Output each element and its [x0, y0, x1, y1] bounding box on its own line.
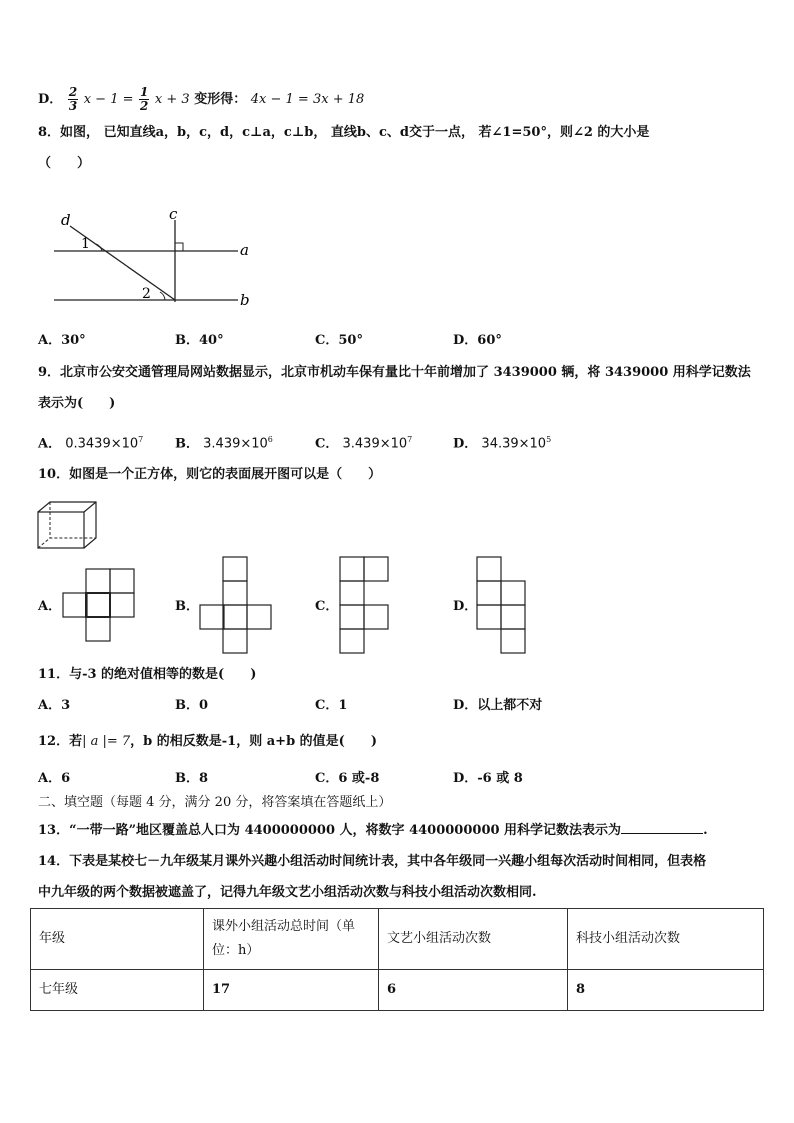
q10-option-b[interactable]: B． — [175, 599, 199, 614]
activity-table — [30, 908, 764, 1011]
q8-option-b[interactable]: B．40° — [175, 333, 224, 348]
q7-d-tail: x + 3 — [154, 92, 190, 107]
right-angle-mark — [175, 243, 183, 251]
table-header-row — [31, 909, 764, 970]
label-c: c — [169, 208, 178, 223]
label-angle-1: 1 — [81, 236, 90, 252]
q8-stem: 8．如图， 已知直线a，b，c，d，c⊥a，c⊥b， 直线b、c、d交于一点， 若∠1=50°，则∠2 的大小是 — [38, 125, 650, 140]
net-d[interactable] — [476, 556, 528, 656]
q10-option-c[interactable]: C． — [315, 599, 339, 614]
q9-option-a[interactable]: A． $0.3439\times 10^7$ — [38, 435, 144, 452]
q7-d-label: D． — [38, 92, 63, 107]
q12-option-d[interactable]: D．-6 或 8 — [453, 771, 523, 786]
table-row — [31, 970, 764, 1011]
q8-option-c[interactable]: C．50° — [315, 333, 363, 348]
q11-option-d[interactable]: D．以上都不对 — [453, 698, 543, 713]
q9-option-d[interactable]: D． $34.39\times 10^5$ — [453, 435, 552, 452]
header-total-time: 课外小组活动总时间（单 位：h） — [204, 909, 379, 970]
label-a: a — [240, 241, 249, 259]
net-b[interactable] — [199, 556, 275, 656]
q11-option-b[interactable]: B．0 — [175, 698, 209, 713]
q7-fraction-1: $\frac{2}{3}$ — [68, 85, 78, 113]
q9-stem-2: 表示为( ) — [38, 396, 116, 411]
q7-option-d — [38, 86, 364, 113]
cell-grade: 七年级 — [31, 970, 204, 1011]
q8-figure — [50, 208, 260, 308]
header-art-count: 文艺小组活动次数 — [379, 909, 568, 970]
q8-option-d[interactable]: D．60° — [453, 333, 502, 348]
q9-option-b[interactable]: B． $3.439\times 10^6$ — [175, 435, 273, 452]
label-d: d — [61, 211, 71, 229]
section-heading: 二、填空题（每题 4 分，满分 20 分，将答案填在答题纸上） — [38, 795, 392, 810]
q9-option-c[interactable]: C． $3.439\times 10^7$ — [315, 435, 413, 452]
header-tech-count: 科技小组活动次数 — [568, 909, 764, 970]
q9-stem: 9．北京市公安交通管理局网站数据显示，北京市机动车保有量比十年前增加了 3439000 辆，将 3439000 用科学记数法 — [38, 365, 751, 380]
q11-stem: 11．与-3 的绝对值相等的数是( ) — [38, 667, 257, 682]
header-grade: 年级 — [31, 909, 204, 970]
q14-stem-2: 中九年级的两个数据被遮盖了，记得九年级文艺小组活动次数与科技小组活动次数相同. — [38, 885, 537, 900]
q14-stem: 14．下表是某校七－九年级某月课外兴趣小组活动时间统计表，其中各年级同一兴趣小组每次活动时间相同，但表格 — [38, 854, 707, 869]
q12-option-c[interactable]: C．6 或-8 — [315, 771, 380, 786]
net-a[interactable] — [62, 568, 138, 644]
q12-option-b[interactable]: B．8 — [175, 771, 209, 786]
q7-d-result: 4x − 1 = 3x + 18 — [250, 92, 365, 107]
cube-figure — [36, 500, 100, 552]
q7-d-mid: x − 1 = — [83, 92, 134, 107]
cell-total-time: 17 — [204, 970, 379, 1011]
q13-stem: 13．“一带一路”地区覆盖总人口为 4400000000 人，将数字 4400000000 用科学记数法表示为 . — [38, 823, 708, 838]
q7-fraction-2: $\frac{1}{2}$ — [140, 85, 149, 113]
q12-stem: 12．若| a |= 7，b 的相反数是-1，则 a+b 的值是( ) — [38, 734, 377, 749]
net-c[interactable] — [339, 556, 391, 656]
cell-tech-count: 8 — [568, 970, 764, 1011]
q11-option-a[interactable]: A．3 — [38, 698, 71, 713]
cell-art-count: 6 — [379, 970, 568, 1011]
q8-blank: （ ） — [38, 156, 91, 171]
label-angle-2: 2 — [142, 286, 151, 302]
label-b: b — [240, 291, 250, 308]
q10-option-d[interactable]: D． — [453, 599, 478, 614]
q10-stem: 10．如图是一个正方体，则它的表面展开图可以是（ ） — [38, 467, 382, 482]
q7-d-text: 变形得： — [194, 92, 247, 107]
q11-option-c[interactable]: C．1 — [315, 698, 348, 713]
q8-option-a[interactable]: A．30° — [38, 333, 86, 348]
q10-option-a[interactable]: A． — [38, 599, 62, 614]
q12-option-a[interactable]: A．6 — [38, 771, 71, 786]
q13-answer-blank[interactable] — [621, 821, 703, 834]
